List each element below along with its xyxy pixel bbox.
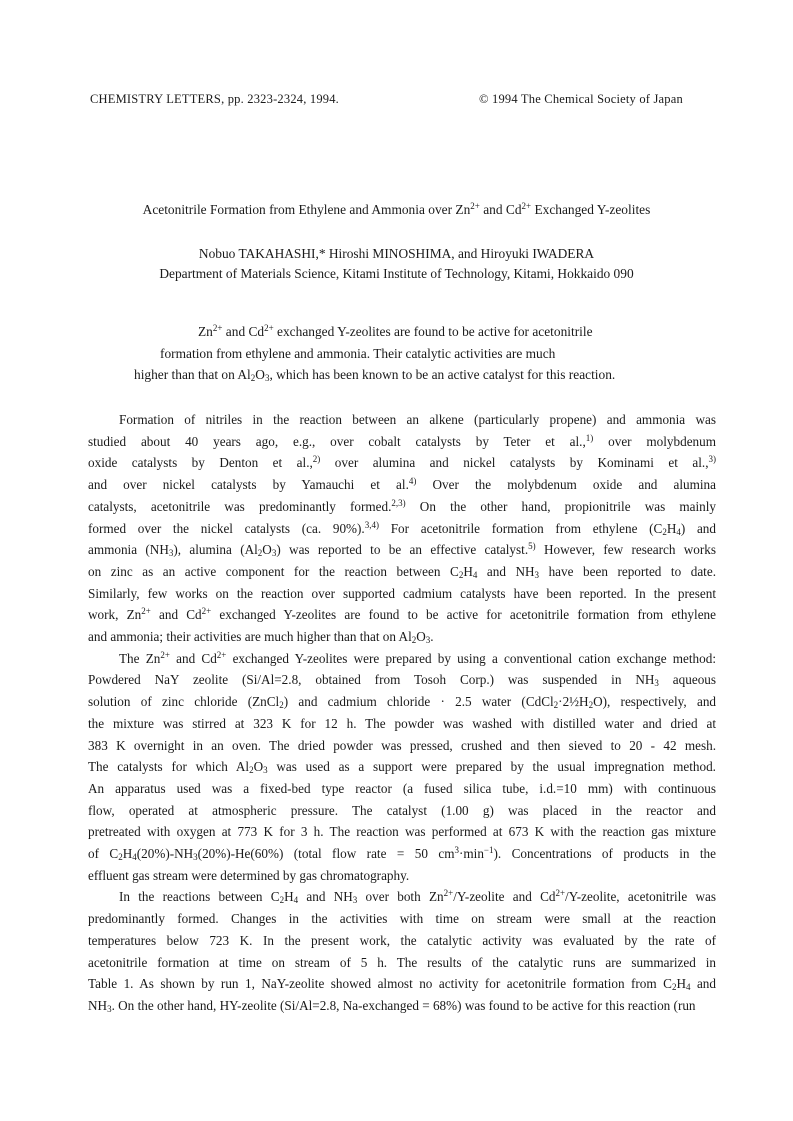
copyright-notice: © 1994 The Chemical Society of Japan [479, 92, 683, 106]
paragraph-results: In the reactions between $C_2H_4$ and $NH_3$ over both $Zn^{2+}/Y$-zeolite and $Cd^{2+}/Y$-zeolite, acetonitrile was predominantly formed. Changes in the activities with time on stream were small at the reaction temperatures below 723 K. In the present work, the catalytic activity was evaluated by the rate of acetonitrile formation at time on stream of 5 h. The results of the catalytic runs are summarized in Table 1. As shown by run 1, NaY-zeolite showed almost no activity for acetonitrile formation from $C_2H_4$ and $NH_3$. On the other hand, HY-zeolite (Si/Al=2.8, Na-exchanged = 68%) was found to be active for this reaction (run [88, 888, 716, 1014]
affiliation: Department of Materials Science, Kitami Institute of Technology, Kitami, Hokkaido 090 [159, 266, 634, 281]
paragraph-intro: Formation of nitriles in the reaction between an alkene (particularly propene) and ammonia was studied about 40 years ago, e.g., over cobalt catalysts by Teter et al.,$^{1)}$ over molybdenum oxide catalysts by Denton et al.,$^{2)}$ over alumina and nickel catalysts by Kominami et al.,$^{3)}$ and over nickel catalysts by Yamauchi et al.$^{4)}$ Over the molybdenum oxide and alumina catalysts, acetonitrile was predominantly formed.$^{2,3)}$ On the other hand, propionitrile was mainly formed over the nickel catalysts (ca. 90%).$^{3,4)}$ For acetonitrile formation from ethylene $(C_2H_4)$ and ammonia $(NH_3)$, alumina $(Al_2O_3)$ was reported to be an effective catalyst.$^{5)}$ However, few research works on zinc as an active component for the reaction between $C_2H_4$ and $NH_3$ have been reported to date. Similarly, few works on the reaction over supported cadmium catalysts have been reported. In the present work, $Zn^{2+}$ and $Cd^{2+}$ exchanged Y-zeolites are found to be active for acetonitrile formation from ethylene and ammonia; their activities are much higher than that on $Al_2O_3$. [88, 412, 717, 646]
abstract: $Zn^{2+}$ and $Cd^{2+}$ exchanged Y-zeolites are found to be active for acetonitrile formation from ethylene and ammonia. Their catalytic activities are much higher than that on $Al_2O_3$, which has been known to be an active catalyst for this reaction. [134, 323, 616, 384]
paper-title: Acetonitrile Formation from Ethylene and Ammonia over $Zn^{2+}$ and $Cd^{2+}$ Exchanged Y-zeolites [142, 201, 651, 217]
author-list: Nobuo TAKAHASHI,* Hiroshi MINOSHIMA, and Hiroyuki IWADERA [198, 246, 595, 261]
journal-citation: CHEMISTRY LETTERS, pp. 2323-2324, 1994. [90, 92, 340, 106]
body-text [88, 409, 716, 1017]
paragraph-methods: The $Zn^{2+}$ and $Cd^{2+}$ exchanged Y-zeolites were prepared by using a conventional cation exchange method: Powdered NaY zeolite (Si/Al=2.8, obtained from Tosoh Corp.) was suspended in $NH_3$ aqueous solution of zinc chloride (ZnCl$_2$) and cadmium chloride · 2.5 water $(CdCl_2\cdot 2\frac{1}{2}H_2O)$, respectively, and the mixture was stirred at 323 K for 12 h. The powder was washed with distilled water and dried at 383 K overnight in an oven. The dried powder was pressed, crushed and then sieved to 20 - 42 mesh. The catalysts for which $Al_2O_3$ was used as a support were prepared by the usual impregnation method. An apparatus used was a fixed-bed type reactor (a fused silica tube, i.d.=10 mm) with continuous flow, operated at atmospheric pressure. The catalyst (1.00 g) was placed in the reactor and pretreated with oxygen at 773 K for 3 h. The reaction was performed at 673 K with the reaction gas mixture of $C_2H_4(20\%)-NH_3(20\%)-He(60\%)$ (total flow rate = 50 $cm^3\cdot\min^{-1}$). Concentrations of products in the effluent gas stream were determined by gas chromatography. [88, 649, 717, 883]
